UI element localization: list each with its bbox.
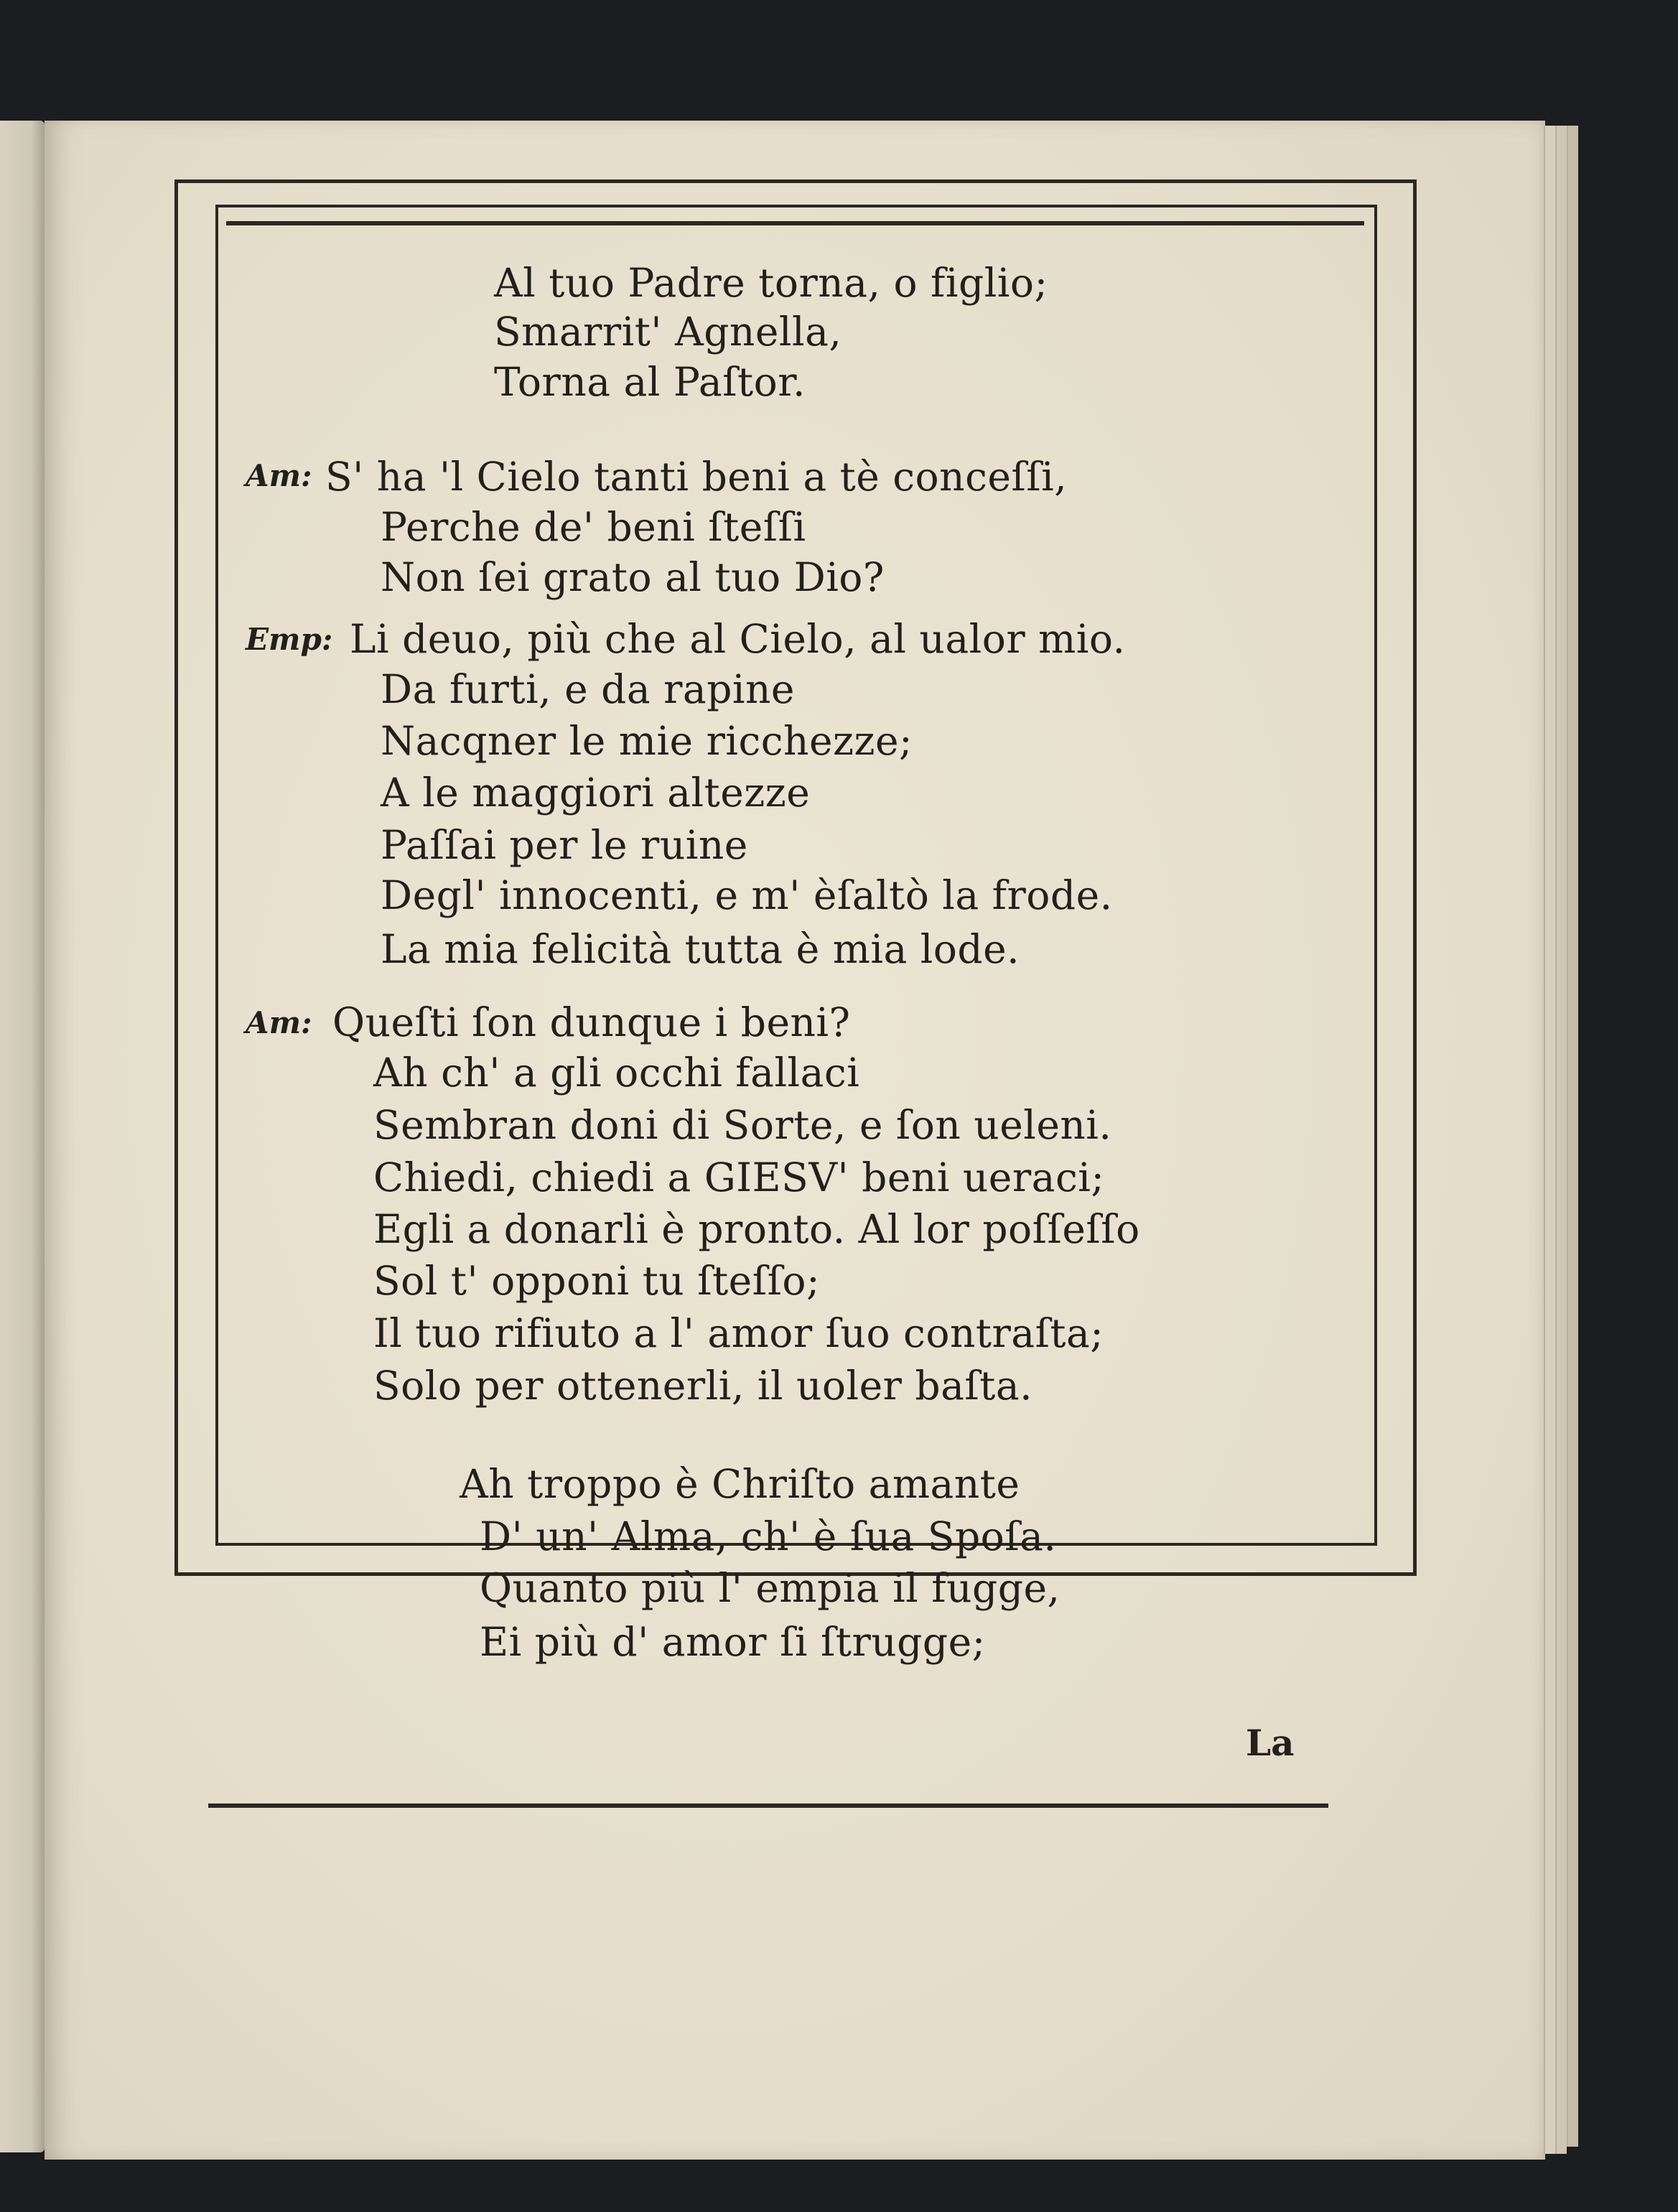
dialogue-line: A le maggiori altezze: [381, 770, 811, 816]
dialogue-line: Il tuo rifiuto a l' amor ſuo contraſta;: [373, 1310, 1104, 1356]
dialogue-line: Perche de' beni ſteſſi: [381, 504, 806, 550]
dialogue-line: Queſti ſon dunque i beni?: [332, 999, 851, 1045]
verse-line: D' un' Alma, ch' è ſua Spoſa.: [480, 1513, 1057, 1559]
speaker-label: Am:: [246, 1005, 312, 1040]
verse-line: Smarrit' Agnella,: [494, 309, 842, 355]
dialogue-line: La mia felicità tutta è mia lode.: [381, 926, 1020, 972]
verse-line: Al tuo Padre torna, o figlio;: [494, 260, 1048, 306]
dialogue-line: Li deuo, più che al Cielo, al ualor mio.: [350, 616, 1126, 662]
dialogue-line: Degl' innocenti, e m' èſaltò la frode.: [381, 872, 1113, 918]
speaker-label: Am:: [246, 458, 312, 493]
dialogue-line: Paſſai per le ruine: [381, 822, 748, 868]
speaker-label: Emp:: [246, 622, 333, 657]
dialogue-line: Nacqner le mie ricchezze;: [381, 718, 913, 764]
dialogue-line: Egli a donarli è pronto. Al lor poſſeſſo: [373, 1206, 1140, 1252]
dialogue-line: Solo per ottenerli, il uoler baſta.: [373, 1363, 1033, 1409]
catchword: La: [1246, 1722, 1295, 1764]
dialogue-line: Da furti, e da rapine: [381, 666, 795, 712]
verse-line: Ei più d' amor ſi ſtrugge;: [480, 1619, 986, 1665]
verse-line: Torna al Paſtor.: [494, 359, 806, 405]
dialogue-line: Sol t' opponi tu ſteſſo;: [373, 1258, 821, 1304]
dialogue-line: S' ha 'l Cielo tanti beni a tè conceſſi,: [325, 454, 1068, 500]
dialogue-line: Ah ch' a gli occhi fallaci: [373, 1050, 860, 1096]
dialogue-line: Non ſei grato al tuo Dio?: [381, 554, 885, 600]
dialogue-line: Sembran doni di Sorte, e ſon ueleni.: [373, 1102, 1112, 1148]
dialogue-line: Chiedi, chiedi a GIESV' beni ueraci;: [373, 1154, 1105, 1200]
verse-line: Quanto più l' empia il fugge,: [480, 1565, 1061, 1611]
verse-line: Ah troppo è Chriſto amante: [460, 1461, 1020, 1507]
